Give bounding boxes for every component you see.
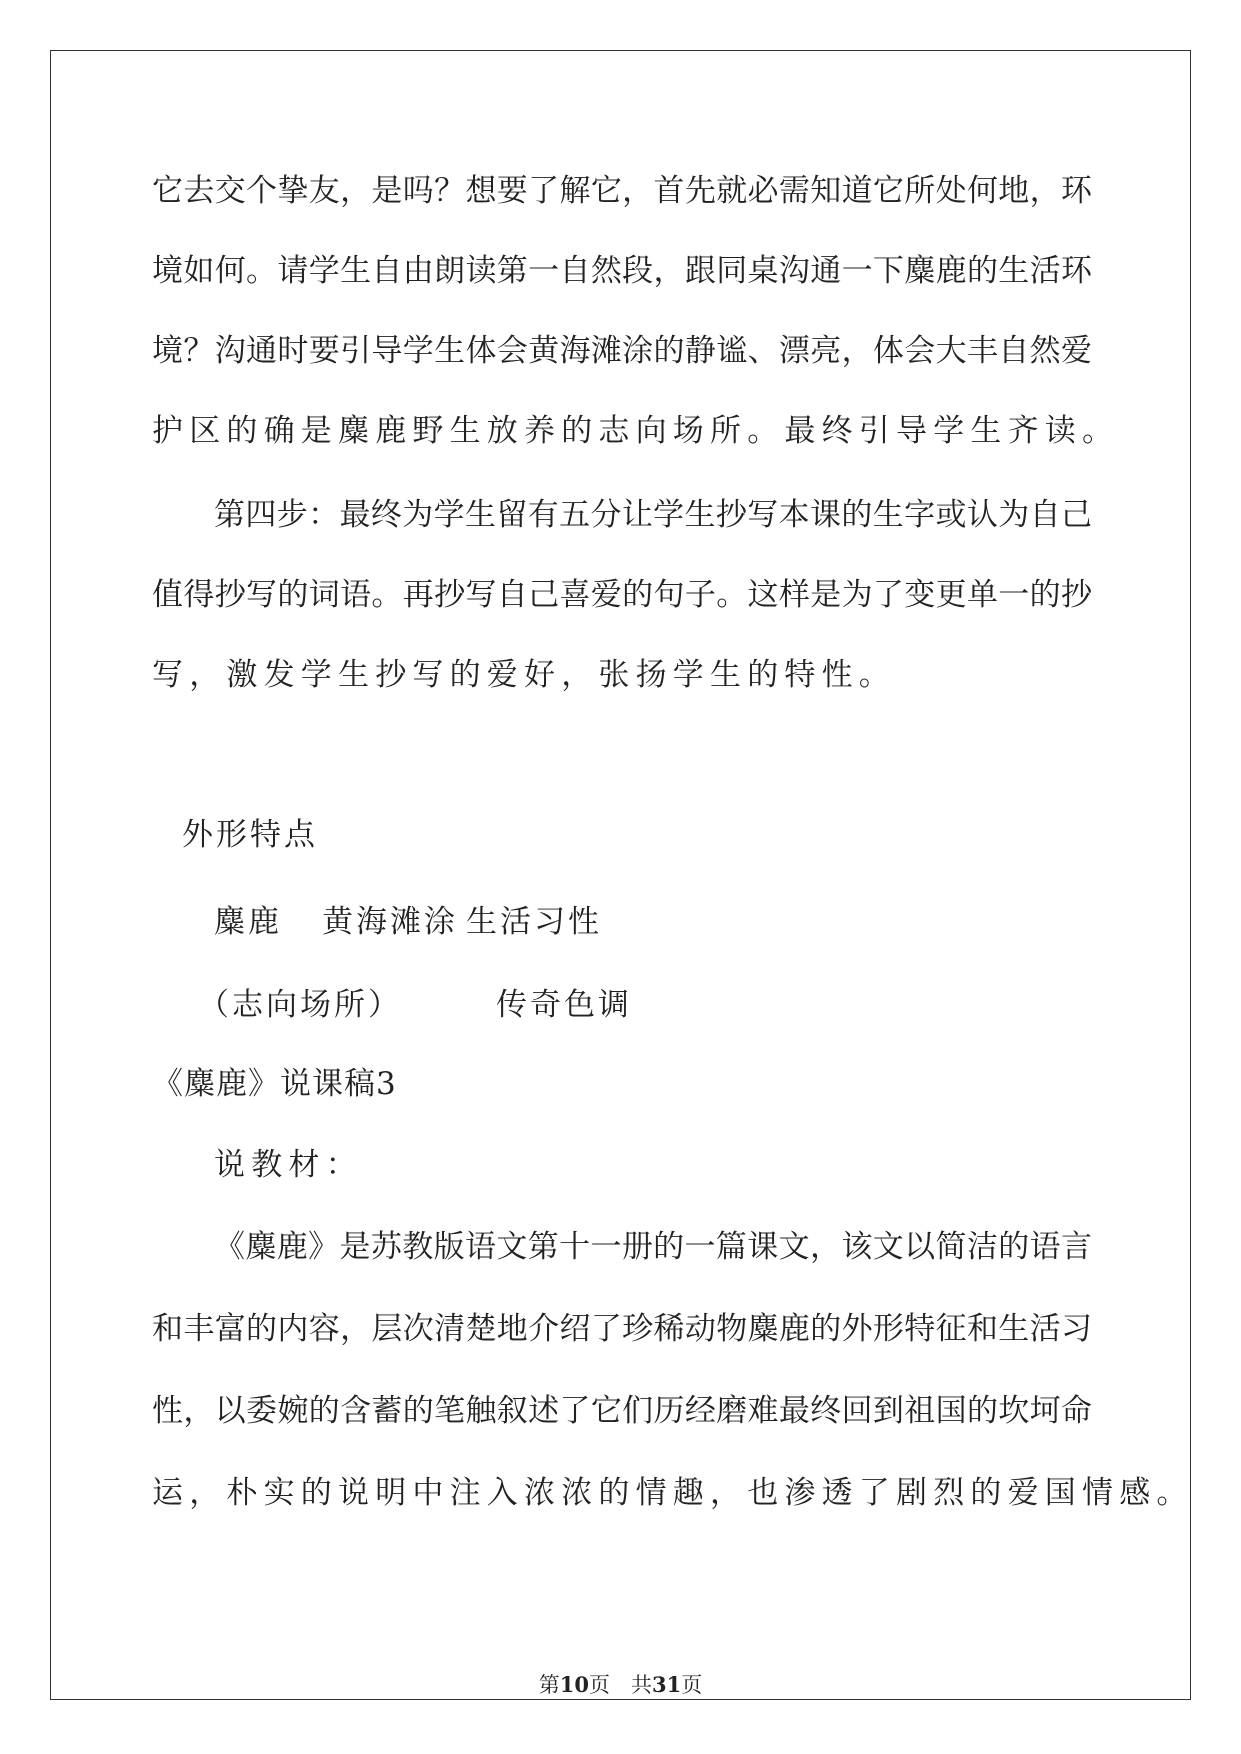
- paragraph-2-line-3: 写，激发学生抄写的爱好，张扬学生的特性。: [152, 657, 896, 693]
- diagram-mid-label: 黄海滩涂: [322, 904, 458, 940]
- diagram-center-label: 麋鹿: [214, 904, 282, 940]
- paragraph-3-line-1: 《麋鹿》是苏教版语文第十一册的一篇课文，该文以简洁的语言: [214, 1229, 1092, 1265]
- paragraph-1-line-3: 境？沟通时要引导学生体会黄海滩涂的静谧、漂亮，体会大丰自然爱: [152, 333, 1092, 369]
- paragraph-3-line-3: 性，以委婉的含蓄的笔触叙述了它们历经磨难最终回到祖国的坎坷命: [152, 1393, 1092, 1429]
- footer-page-number: 10: [559, 1672, 589, 1697]
- paragraph-2-line-2: 值得抄写的词语。再抄写自己喜爱的句子。这样是为了变更单一的抄: [152, 577, 1092, 613]
- section-title: 《麋鹿》说课稿3: [152, 1066, 397, 1102]
- page-footer: [0, 1672, 1241, 1698]
- footer-mid: 页 共: [589, 1673, 652, 1697]
- paragraph-1-line-2: 境如何。请学生自由朗读第一自然段，跟同桌沟通一下麋鹿的生活环: [152, 253, 1092, 289]
- paragraph-1-line-1: 它去交个挚友，是吗？想要了解它，首先就必需知道它所处何地，环: [152, 173, 1092, 209]
- paragraph-3-line-2: 和丰富的内容，层次清楚地介绍了珍稀动物麋鹿的外形特征和生活习: [152, 1311, 1092, 1347]
- paragraph-1-line-4: 护区的确是麋鹿野生放养的志向场所。最终引导学生齐读。: [152, 413, 1120, 449]
- paragraph-3-line-4: 运，朴实的说明中注入浓浓的情趣，也渗透了剧烈的爱国情感。: [152, 1475, 1194, 1511]
- diagram-top-label: 外形特点: [182, 817, 318, 853]
- page-border: [50, 50, 1191, 1700]
- diagram-bottom-right-label: 传奇色调: [496, 987, 632, 1023]
- subheading: 说教材：: [214, 1147, 363, 1183]
- diagram-bottom-left-label: （志向场所）: [198, 987, 402, 1023]
- footer-prefix: 第: [538, 1673, 560, 1697]
- diagram-right-label: 生活习性: [466, 904, 602, 940]
- footer-total-pages: 31: [652, 1672, 682, 1697]
- paragraph-2-line-1: 第四步：最终为学生留有五分让学生抄写本课的生字或认为自己: [214, 497, 1092, 533]
- footer-suffix: 页: [681, 1673, 703, 1697]
